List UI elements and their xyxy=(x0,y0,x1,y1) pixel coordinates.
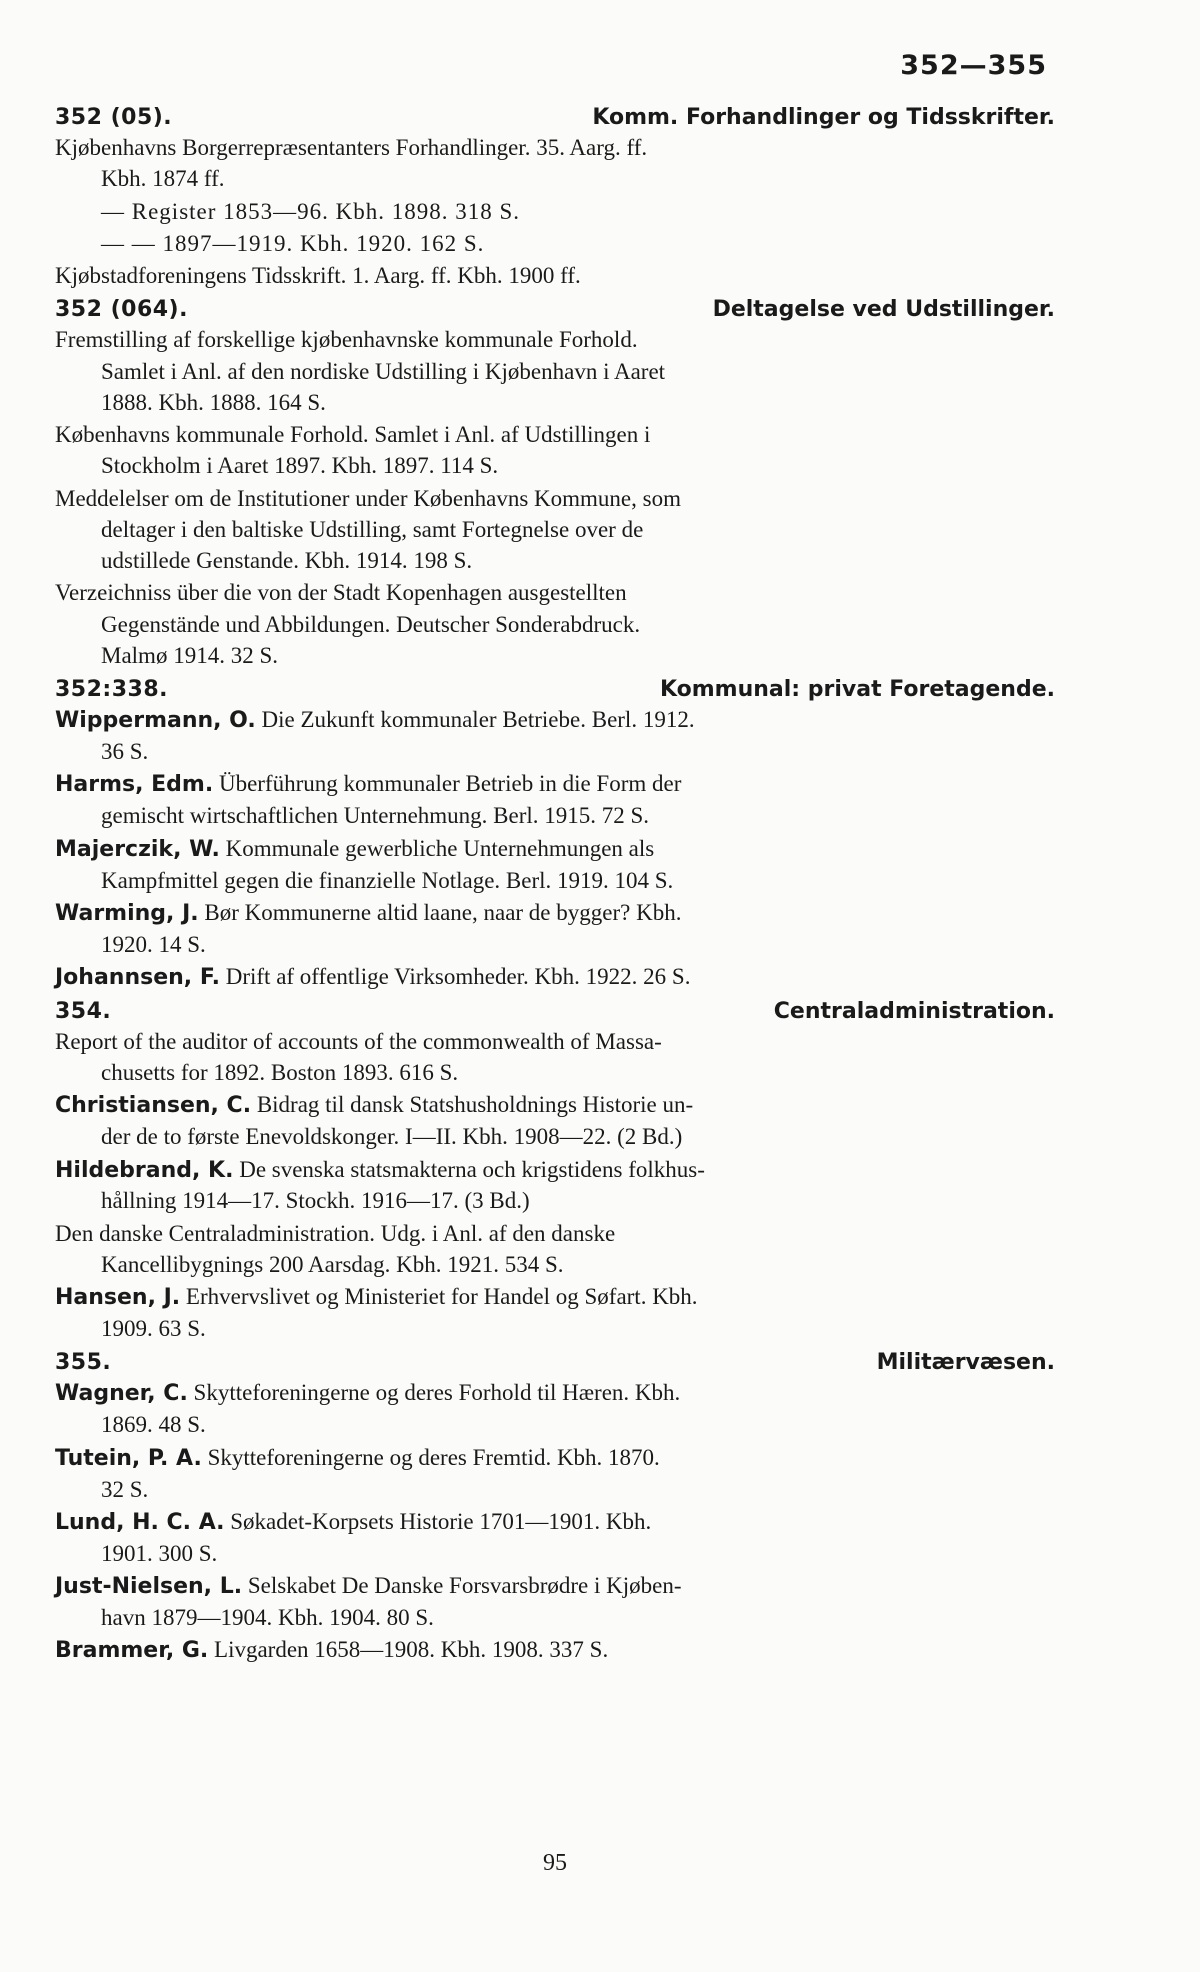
entry-author: Majerczik, W. xyxy=(55,836,220,862)
entry-line: Søkadet-Korpsets Historie 1701—1901. Kbh. xyxy=(230,1508,652,1534)
page-content xyxy=(55,50,1055,1876)
entry-author: Warming, J. xyxy=(55,900,199,926)
bibliography-entry xyxy=(55,324,1055,418)
entry-line: 32 S. xyxy=(101,1476,149,1502)
bibliography-entry xyxy=(55,1634,1055,1666)
section-title: Komm. Forhandlinger og Tidsskrifter. xyxy=(592,105,1055,130)
bibliography-entry xyxy=(55,1442,1055,1505)
entry-line: Die Zukunft kommunaler Betriebe. Berl. 1912. xyxy=(261,707,695,733)
entry-line: 1888. Kbh. 1888. 164 S. xyxy=(101,389,326,415)
section-heading xyxy=(55,105,1055,130)
entry-author: Christiansen, C. xyxy=(55,1093,252,1119)
bibliography-entry xyxy=(55,1089,1055,1152)
entry-line: Bidrag til dansk Statshusholdnings Historie un- xyxy=(256,1092,694,1118)
bibliography-entry xyxy=(55,1377,1055,1440)
entry-line: Drift af offentlige Virksomheder. Kbh. 1922. 26 S. xyxy=(225,963,691,989)
entry-line: Kjøbstadforeningens Tidsskrift. 1. Aarg. ff. Kbh. 1900 ff. xyxy=(55,263,581,289)
entry-line: 1909. 63 S. xyxy=(101,1316,206,1342)
entry-line: hållning 1914—17. Stockh. 1916—17. (3 Bd.) xyxy=(101,1188,530,1214)
entry-line: Report of the auditor of accounts of the commonwealth of Massa- xyxy=(55,1028,662,1054)
entry-line: Kancellibygnings 200 Aarsdag. Kbh. 1921. 534 S. xyxy=(101,1251,564,1277)
section-number: 352 (064). xyxy=(55,297,188,323)
bibliography-entry xyxy=(55,419,1055,482)
entry-line: Überführung kommunaler Betrieb in die Form der xyxy=(218,771,682,797)
section-number: 355. xyxy=(55,1350,112,1376)
entry-line: Livgarden 1658—1908. Kbh. 1908. 337 S. xyxy=(214,1637,609,1663)
bibliography-entry xyxy=(55,1154,1055,1217)
entry-author: Tutein, P. A. xyxy=(55,1445,202,1471)
entry-line: Stockholm i Aaret 1897. Kbh. 1897. 114 S. xyxy=(101,453,499,479)
entry-author: Harms, Edm. xyxy=(55,772,214,798)
entry-line: De svenska statsmakterna och krigstidens folkhus- xyxy=(239,1156,705,1182)
entry-line: Gegenstände und Abbildungen. Deutscher Sonderabdruck. xyxy=(101,611,641,637)
bibliography-entry xyxy=(55,577,1055,671)
entry-line: 36 S. xyxy=(101,739,149,765)
entry-line: der de to første Enevoldskonger. I—II. Kbh. 1908—22. (2 Bd.) xyxy=(101,1124,683,1150)
entry-line: Skytteforeningerne og deres Forhold til Hæren. Kbh. xyxy=(193,1380,681,1406)
section-number: 354. xyxy=(55,998,112,1024)
section-title: Deltagelse ved Udstillinger. xyxy=(712,297,1055,323)
entry-line: Verzeichniss über die von der Stadt Kopenhagen ausgestellten xyxy=(55,580,627,606)
entry-author: Hansen, J. xyxy=(55,1285,181,1311)
entry-line: Fremstilling af forskellige kjøbenhavnske kommunale Forhold. xyxy=(55,327,638,353)
bibliography-entry xyxy=(55,483,1055,577)
bibliography-entry xyxy=(55,897,1055,960)
entry-line: udstillede Genstande. Kbh. 1914. 198 S. xyxy=(101,548,473,574)
entry-line: Kampfmittel gegen die finanzielle Notlage. Berl. 1919. 104 S. xyxy=(101,867,674,893)
bibliography-entry xyxy=(55,260,1055,291)
entry-line: 1869. 48 S. xyxy=(101,1412,206,1438)
section-heading xyxy=(55,677,1055,702)
bibliography-entry xyxy=(55,1218,1055,1281)
bibliography-entry xyxy=(55,704,1055,767)
entry-author: Wippermann, O. xyxy=(55,708,256,734)
entry-line: Kjøbenhavns Borgerrepræsentanters Forhandlinger. 35. Aarg. ff. xyxy=(55,135,648,160)
bibliography-entry xyxy=(55,768,1055,831)
bibliography-entry xyxy=(55,1026,1055,1089)
section-title: Militærvæsen. xyxy=(876,1350,1055,1376)
entry-line: chusetts for 1892. Boston 1893. 616 S. xyxy=(101,1060,459,1086)
bibliography-entry xyxy=(55,132,1055,195)
bibliography-entry xyxy=(55,961,1055,993)
entry-line: Kbh. 1874 ff. xyxy=(101,166,225,192)
section-title: Kommunal: privat Foretagende. xyxy=(659,677,1055,703)
entry-line: 1901. 300 S. xyxy=(101,1540,218,1566)
entry-line: Den danske Centraladministration. Udg. i Anl. af den danske xyxy=(55,1220,616,1246)
entry-line: Kommunale gewerbliche Unternehmungen als xyxy=(225,835,655,861)
entry-line: — Register 1853—96. Kbh. 1898. 318 S. xyxy=(101,198,521,224)
entry-line: Meddelelser om de Institutioner under Københavns Kommune, som xyxy=(55,485,681,511)
section-number: 352 (05). xyxy=(55,105,173,130)
section-heading xyxy=(55,1350,1055,1375)
entry-line: Bør Kommunerne altid laane, naar de bygger? Kbh. xyxy=(204,899,682,925)
entry-author: Just-Nielsen, L. xyxy=(55,1573,243,1599)
entry-line: deltager i den baltiske Udstilling, samt Fortegnelse over de xyxy=(101,516,644,542)
entry-line: Københavns kommunale Forhold. Samlet i Anl. af Udstillingen i xyxy=(55,422,651,448)
entry-line: Malmø 1914. 32 S. xyxy=(101,642,278,668)
bibliography-entry xyxy=(55,1281,1055,1344)
section-title: Centraladministration. xyxy=(773,998,1055,1024)
section-heading xyxy=(55,297,1055,322)
entry-line: 1920. 14 S. xyxy=(101,931,206,957)
entry-author: Johannsen, F. xyxy=(55,964,220,990)
bibliography-entry xyxy=(55,1570,1055,1633)
bibliography-entry xyxy=(55,228,1055,259)
section-number: 352:338. xyxy=(55,677,169,703)
entry-line: Skytteforeningerne og deres Fremtid. Kbh. 1870. xyxy=(207,1444,660,1470)
entry-line: gemischt wirtschaftlichen Unternehmung. Berl. 1915. 72 S. xyxy=(101,803,650,829)
page-number: 95 xyxy=(543,1850,567,1876)
entry-author: Brammer, G. xyxy=(55,1638,209,1664)
entry-author: Hildebrand, K. xyxy=(55,1157,234,1183)
running-head: 352—355 xyxy=(900,50,1047,81)
bibliography-entry xyxy=(55,1506,1055,1569)
bibliography-entry xyxy=(55,833,1055,896)
entry-line: Selskabet De Danske Forsvarsbrødre i Kjøben- xyxy=(247,1572,682,1598)
entry-author: Wagner, C. xyxy=(55,1381,188,1407)
bibliography-entry xyxy=(55,196,1055,227)
entry-line: Samlet i Anl. af den nordiske Udstilling i Kjøbenhavn i Aaret xyxy=(101,358,666,384)
entry-line: havn 1879—1904. Kbh. 1904. 80 S. xyxy=(101,1604,434,1630)
entry-author: Lund, H. C. A. xyxy=(55,1509,225,1535)
entry-line: Erhvervslivet og Ministeriet for Handel og Søfart. Kbh. xyxy=(185,1284,698,1310)
entry-line: — — 1897—1919. Kbh. 1920. 162 S. xyxy=(101,230,485,256)
section-heading xyxy=(55,999,1055,1024)
